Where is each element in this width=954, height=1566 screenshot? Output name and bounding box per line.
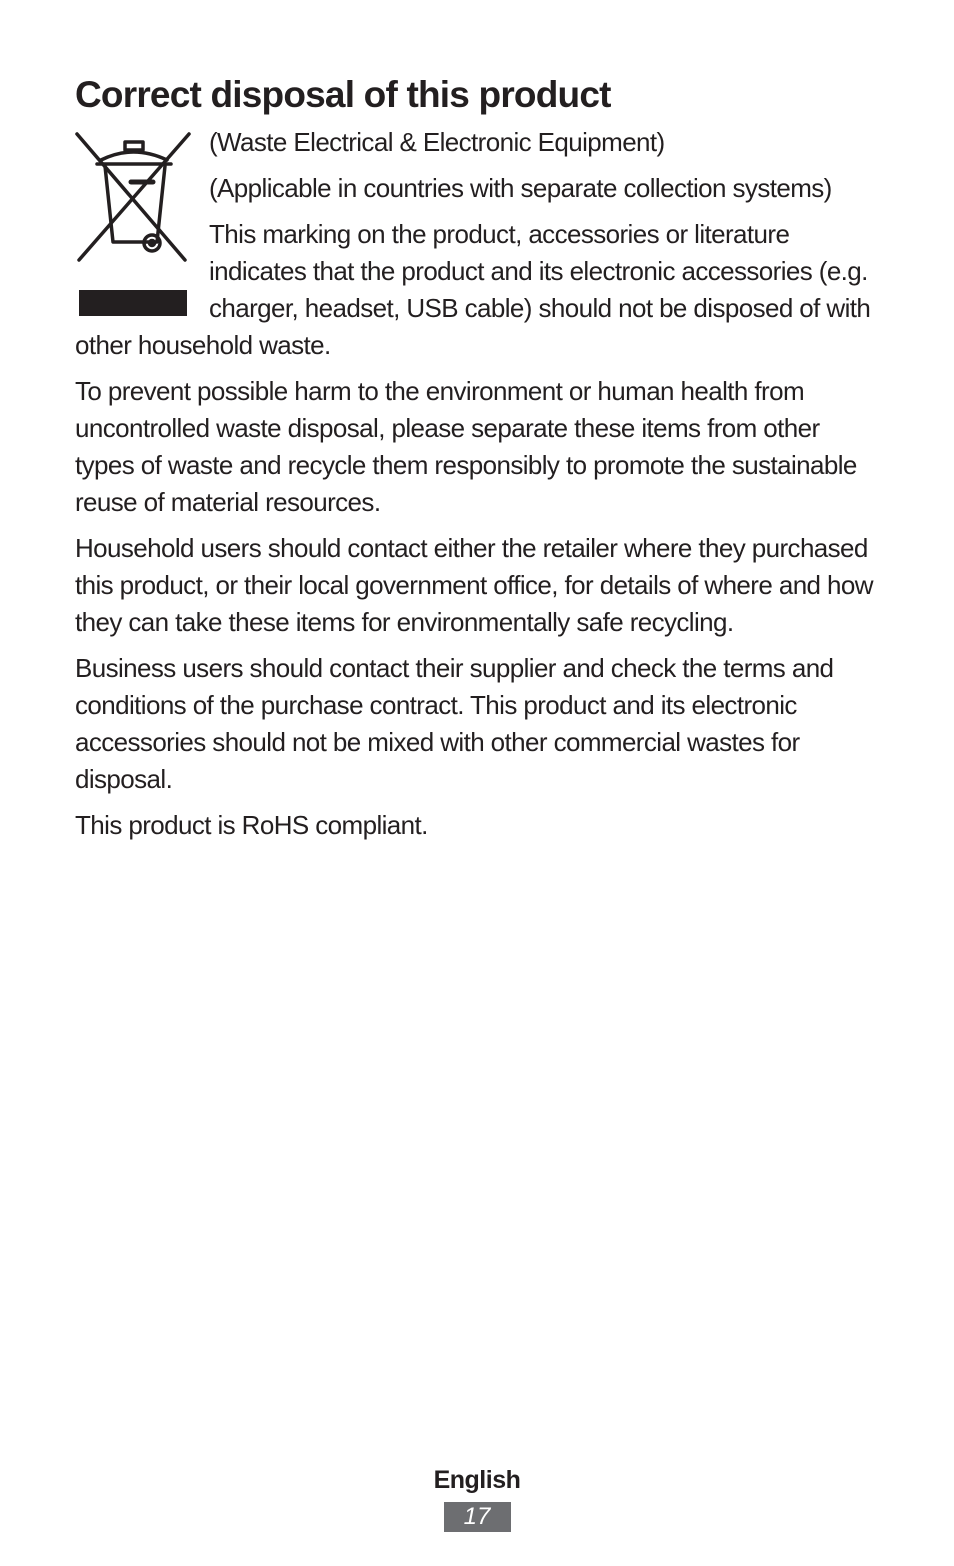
footer-language: English — [433, 1466, 521, 1494]
document-page — [75, 70, 880, 853]
paragraph-weee: (Waste Electrical & Electronic Equipment) — [209, 127, 665, 157]
page-number: 17 — [444, 1502, 511, 1532]
paragraph-rohs: This product is RoHS compliant. — [75, 810, 428, 840]
paragraph-applicable: (Applicable in countries with separate collection systems) — [209, 173, 832, 203]
paragraph-business-users: Business users should contact their supplier and check the terms and conditions of the purchase contract. This product and its electronic accessories should not be mixed with other commercial wastes for disposal. — [75, 653, 834, 794]
intro-block — [75, 124, 880, 364]
crossed-out-wheelie-bin-icon — [73, 130, 193, 320]
paragraph-prevent-harm: To prevent possible harm to the environment or human health from uncontrolled waste disposal, please separate these items from other types of waste and recycle them responsibly to promote the sustainable reuse of material resources. — [75, 376, 857, 517]
page-title: Correct disposal of this product — [75, 74, 611, 115]
paragraph-marking: This marking on the product, accessories or literature indicates that the product and its electronic accessories (e.g. charger, headset, USB cable) should not be disposed of with other household waste. — [75, 219, 871, 360]
paragraph-household-users: Household users should contact either the retailer where they purchased this product, or their local government office, for details of where and how they can take these items for environmentally safe recycling. — [75, 533, 873, 637]
page-footer — [0, 1462, 954, 1532]
